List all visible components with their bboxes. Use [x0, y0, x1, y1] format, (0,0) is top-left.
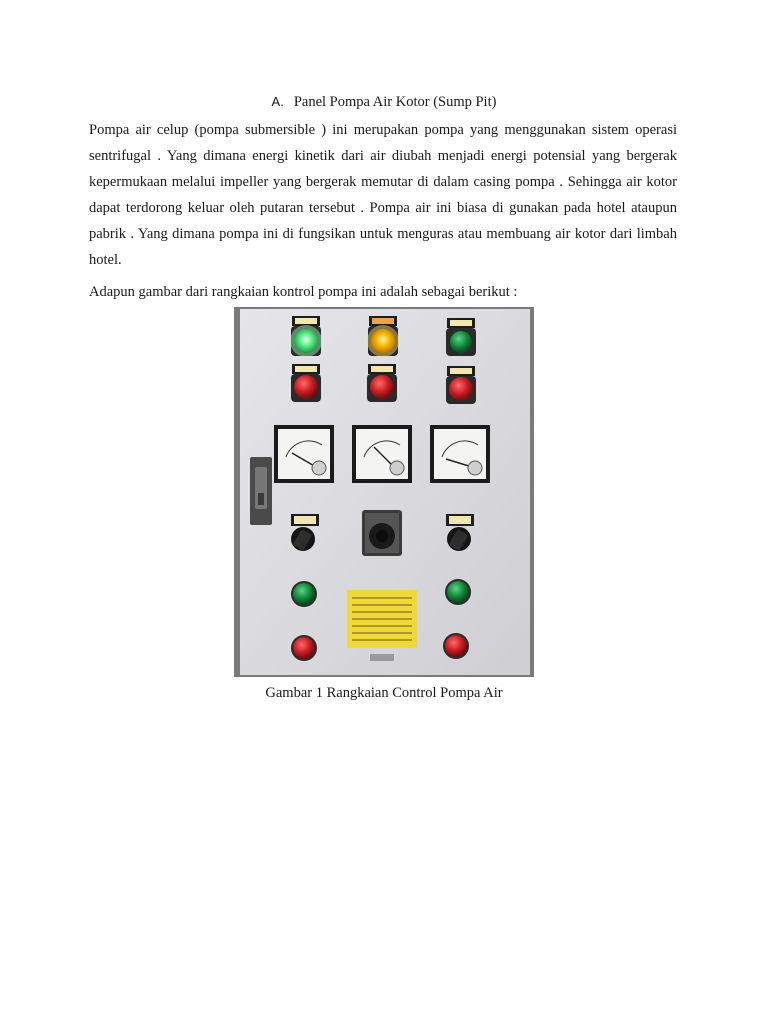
ammeter-1 — [274, 425, 334, 483]
door-latch — [250, 457, 272, 525]
stop-button-4 — [291, 635, 317, 661]
section-heading — [0, 94, 768, 111]
section-marker: A. — [271, 94, 284, 109]
figure-caption: Gambar 1 Rangkaian Control Pompa Air — [265, 685, 503, 701]
start-button-2 — [445, 579, 471, 605]
body-paragraph: Pompa air celup (pompa submersible ) ini merupakan pompa yang menggunakan sistem operasi sentrifugal . Yang dimana energi kinetik dari air diubah menjadi energi potensial yang bergerak kepermukaan melalui impeller yang bergerak memutar di dalam casing pompa . Sehingga air kotor dapat terdorong keluar oleh putaran tersebut . Pompa air ini biasa di gunakan pada hotel ataupun pabrik . Yang dimana pompa ini di fungsikan untuk menguras atau membuang air kotor dari limbah hotel. — [89, 122, 677, 268]
stop-button-1 — [291, 364, 321, 402]
start-button-1 — [291, 581, 317, 607]
lamp-yellow — [367, 316, 399, 357]
stop-button-3 — [446, 366, 476, 404]
main-rotary-switch — [362, 510, 402, 556]
ammeter-2 — [352, 425, 412, 483]
intro-paragraph: Adapun gambar dari rangkaian kontrol pompa ini adalah sebagai berikut : — [89, 284, 518, 300]
ammeter-3 — [430, 425, 490, 483]
control-panel-photo — [234, 307, 534, 677]
instruction-plate — [347, 590, 417, 648]
lamp-dark-green — [446, 318, 476, 356]
section-title: Panel Pompa Air Kotor (Sump Pit) — [293, 94, 497, 110]
lamp-green — [290, 316, 322, 357]
stop-button-5 — [443, 633, 469, 659]
nameplate — [370, 654, 394, 661]
stop-button-2 — [367, 364, 397, 402]
